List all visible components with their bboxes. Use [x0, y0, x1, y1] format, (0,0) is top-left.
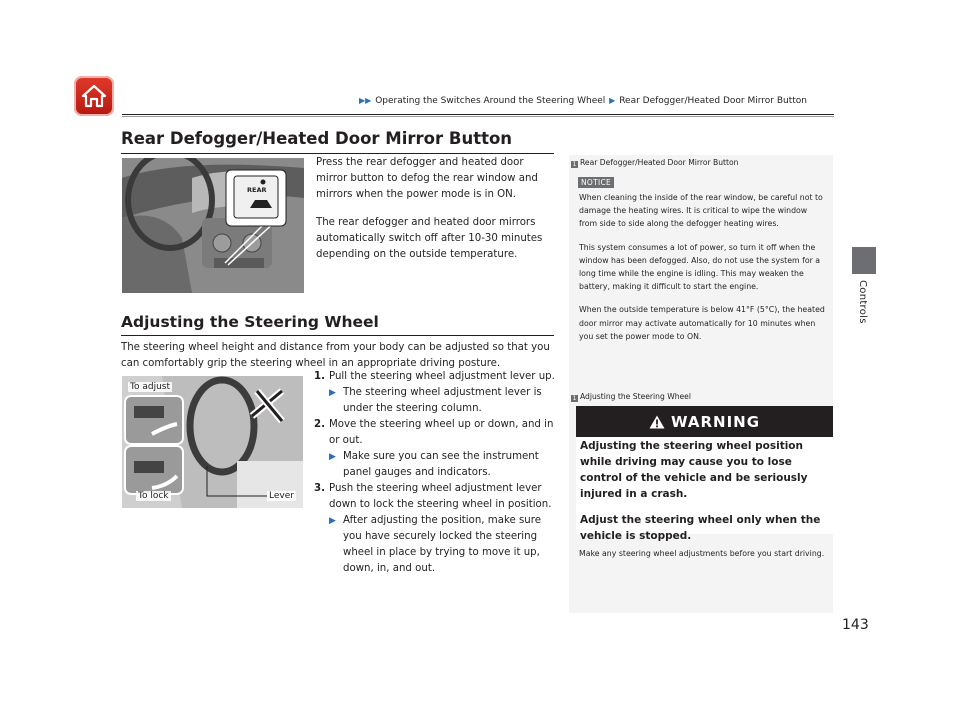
note-marker-icon: 1 — [572, 395, 577, 402]
steering-title: Adjusting the Steering Wheel — [121, 313, 379, 331]
steering-image — [122, 376, 303, 508]
warning-label: WARNING — [670, 413, 761, 431]
breadcrumb-arrow-icon: ▶ — [609, 96, 616, 105]
warning-text — [580, 438, 830, 554]
step-subtext: Make sure you can see the instrument panel gauges and indicators. — [343, 451, 539, 478]
home-icon — [81, 84, 107, 108]
warning-banner — [576, 407, 833, 437]
step-text: Move the steering wheel up or down, and in or out. — [329, 419, 554, 446]
triangle-bullet-icon: ▶ — [329, 388, 336, 398]
title-divider — [121, 153, 554, 154]
breadcrumb-item[interactable]: Rear Defogger/Heated Door Mirror Button — [619, 96, 807, 106]
step-item — [314, 369, 559, 385]
step-item — [314, 481, 559, 513]
notice-paragraph: When cleaning the inside of the rear window, be careful not to damage the heating wires. It is critical to wipe the window from side to side along the defogger heating wires. — [579, 193, 823, 229]
step-text: Push the steering wheel adjustment lever down to lock the steering wheel in position. — [329, 483, 552, 510]
step-item — [314, 417, 559, 449]
step-subitem — [329, 449, 559, 481]
triangle-bullet-icon: ▶ — [329, 516, 336, 526]
notice-paragraph: This system consumes a lot of power, so turn it off when the window has been defogged. Also, do not use the system for a long time while the engine is idling. This may weaken the battery, making it difficult to start the engine. — [579, 242, 821, 292]
home-button[interactable] — [74, 76, 114, 116]
header-divider — [122, 114, 834, 115]
note-header-text: Rear Defogger/Heated Door Mirror Button — [580, 158, 739, 167]
step-number: 1. — [314, 371, 325, 382]
lever-label: Lever — [269, 491, 294, 501]
note-marker-icon: 1 — [572, 161, 577, 168]
steering-steps — [314, 369, 559, 577]
triangle-bullet-icon: ▶ — [329, 452, 336, 462]
breadcrumb-item[interactable]: Operating the Switches Around the Steering Wheel — [375, 96, 606, 106]
step-subtext: The steering wheel adjustment lever is under the steering column. — [343, 387, 542, 414]
step-subtext: After adjusting the position, make sure you have securely locked the steering wheel in place by trying to move it up, down, in, and out. — [343, 515, 541, 574]
to-lock-label: To lock — [138, 491, 169, 501]
step-number: 2. — [314, 419, 325, 430]
note-header-defogger[interactable] — [571, 158, 738, 168]
page-number: 143 — [842, 617, 869, 633]
defogger-description — [316, 155, 556, 275]
step-subitem — [329, 513, 559, 577]
defogger-title: Rear Defogger/Heated Door Mirror Button — [121, 129, 513, 148]
note-header-steering[interactable] — [571, 392, 691, 402]
breadcrumb-arrow-icon: ▶▶ — [359, 96, 372, 105]
step-subitem — [329, 385, 559, 417]
notice-text — [579, 191, 827, 353]
dashboard-image — [122, 158, 304, 293]
breadcrumb — [358, 96, 807, 106]
section-divider — [121, 335, 554, 336]
steering-intro: The steering wheel height and distance from your body can be adjusted so that you can comfortably grip the steering wheel in an appropriate driving posture. — [121, 342, 550, 369]
header-divider-thin — [122, 116, 834, 117]
rear-button-label: REAR — [247, 186, 267, 194]
defogger-paragraph: The rear defogger and heated door mirrors automatically switch off after 10-30 minutes depending on the outside temperature. — [316, 217, 543, 260]
warning-paragraph: Adjust the steering wheel only when the vehicle is stopped. — [580, 514, 821, 542]
to-adjust-label: To adjust — [130, 382, 170, 392]
step-number: 3. — [314, 483, 325, 494]
defogger-paragraph: Press the rear defogger and heated door mirror button to defog the rear window and mirrors when the power mode is in ON. — [316, 157, 538, 200]
warning-paragraph: Adjusting the steering wheel position while driving may cause you to lose control of the vehicle and be seriously injured in a crash. — [580, 440, 808, 500]
side-tab-marker — [852, 247, 876, 274]
notice-badge: NOTICE — [578, 177, 614, 188]
note-header-text: Adjusting the Steering Wheel — [580, 392, 691, 401]
side-tab-label: Controls — [857, 280, 868, 324]
steering-note-text: Make any steering wheel adjustments before you start driving. — [579, 549, 825, 558]
warning-icon — [649, 415, 665, 429]
notice-paragraph: When the outside temperature is below 41°F (5°C), the heated door mirror may activate automatically for 10 minutes when you set the power mode to ON. — [579, 305, 825, 341]
step-text: Pull the steering wheel adjustment lever up. — [329, 371, 555, 382]
